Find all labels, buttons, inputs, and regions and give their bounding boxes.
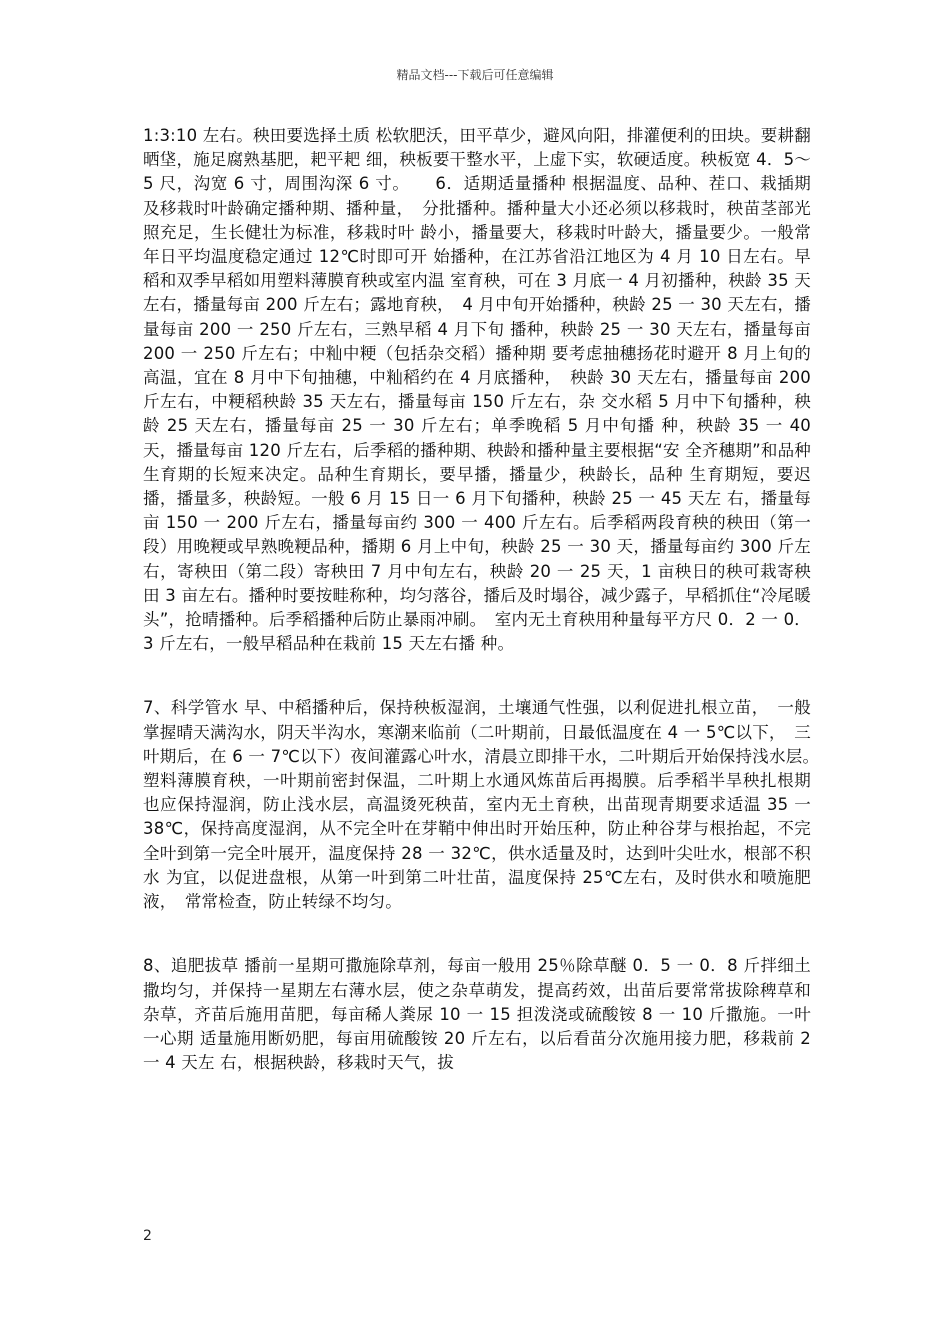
- paragraph-sowing: 1:3:10 左右。秧田要选择土质 松软肥沃，田平草少，避风向阳，排灌便利的田块。要耕翻晒垡，施足腐熟基肥，耙平耙 细，秧板要干整水平，上虚下实，软硬适度。秧板宽 4．5～5 尺，沟宽 6 寸，周围沟深 6 寸。 6．适期适量播种 根据温度、品种、茬口、栽插期及移栽时叶龄确定播种期、播种量， 分批播种。播种量大小还必须以移栽时，秧苗茎部光照充足，生长健壮为标准，移栽时叶 龄小，播量要大，移栽时叶龄大，播量要少。一般常年日平均温度稳定通过 12℃时即可开 始播种，在江苏省沿江地区为 4 月 10 日左右。早稻和双季早稻如用塑料薄膜育秧或室内温 室育秧，可在 3 月底一 4 月初播种，秧龄 35 天左右，播量每亩 200 斤左右；露地育秧， 4 月中旬开始播种，秧龄 25 一 30 天左右，播量每亩 200 一 250 斤左右，三熟早稻 4 月下旬 播种，秧龄 25 一 30 天左右，播量每亩 200 一 250 斤左右；中籼中粳（包括杂交稻）播种期 要考虑抽穗扬花时避开 8 月上旬的高温，宜在 8 月中下旬抽穗，中籼稻约在 4 月底播种， 秧龄 30 天左右，播量每亩 200 斤左右，中粳稻秧龄 35 天左右，播量每亩 150 斤左右，杂 交水稻 5 月中下旬播种，秧龄 25 天左右，播量每亩 25 一 30 斤左右；单季晚稻 5 月中旬播 种，秧龄 35 一 40 天，播量每亩 120 斤左右，后季稻的播种期、秧龄和播种量主要根据“安 全齐穗期”和品种生育期的长短来决定。品种生育期长，要早播，播量少，秧龄长，品种 生育期短，要迟播，播量多，秧龄短。一般 6 月 15 日一 6 月下旬播种，秧龄 25 一 45 天左 右，播量每亩 150 一 200 斤左右，播量每亩约 300 一 400 斤左右。后季稻两段育秧的秧田（第一段）用晚粳或早熟晚粳品种，播期 6 月上中旬，秧龄 25 一 30 天，播量每亩约 300 斤左 右，寄秧田（第二段）寄秧田 7 月中旬左右，秧龄 20 一 25 天，1 亩秧日的秧可栽寄秧田 3 亩左右。播种时要按畦称种，均匀落谷，播后及时塌谷，减少露子，早稻抓住“冷尾暖 头”，抢晴播种。后季稻播种后防止暴雨冲刷。 室内无土育秧用种量每平方尺 0．2 一 0．3 斤左右，一般早稻品种在栽前 15 天左右播 种。: [143, 126, 811, 654]
- page-header: 精品文档---下载后可任意编辑: [396, 68, 554, 82]
- page-number: 2: [143, 1228, 152, 1244]
- paragraph-fertilizing-weeding: 8、追肥拔草 播前一星期可撒施除草剂，每亩一般用 25％除草醚 0．5 一 0．8 斤拌细土 撒均匀，并保持一星期左右薄水层，使之杂草萌发，提高药效，出苗后要常常拔除稗草和 杂草，齐苗后施用苗肥，每亩稀人粪尿 10 一 15 担泼浇或硫酸铵 8 一 10 斤撒施。一叶一心期 适量施用断奶肥，每亩用硫酸铵 20 斤左右，以后看苗分次施用接力肥，移栽前 2 一 4 天左 右，根据秧龄，移栽时天气，拔: [143, 956, 811, 1073]
- document-body: [143, 124, 828, 1075]
- paragraph-water-management: 7、科学管水 早、中稻播种后，保持秧板湿润，土壤通气性强，以利促进扎根立苗， 一般掌握晴天满沟水，阴天半沟水，寒潮来临前（二叶期前，日最低温度在 4 一 5℃以下， 三叶期后，在 6 一 7℃以下）夜间灌露心叶水，清晨立即排干水，二叶期后开始保持浅水层。 塑料薄膜育秧，一叶期前密封保温，二叶期上水通风炼苗后再揭膜。后季稻半旱秧扎根期 也应保持湿润，防止浅水层，高温烫死秧苗，室内无土育秧，出苗现青期要求适温 35 一 38℃，保持高度湿润，从不完全叶在芽鞘中伸出时开始压种，防止种谷芽与根抬起，不完 全叶到第一完全叶展开，温度保持 28 一 32℃，供水适量及时，达到叶尖吐水，根部不积水 为宜，以促进盘根，从第一叶到第二叶壮苗，温度保持 25℃左右，及时供水和喷施肥液， 常常检查，防止转绿不均匀。: [143, 698, 828, 912]
